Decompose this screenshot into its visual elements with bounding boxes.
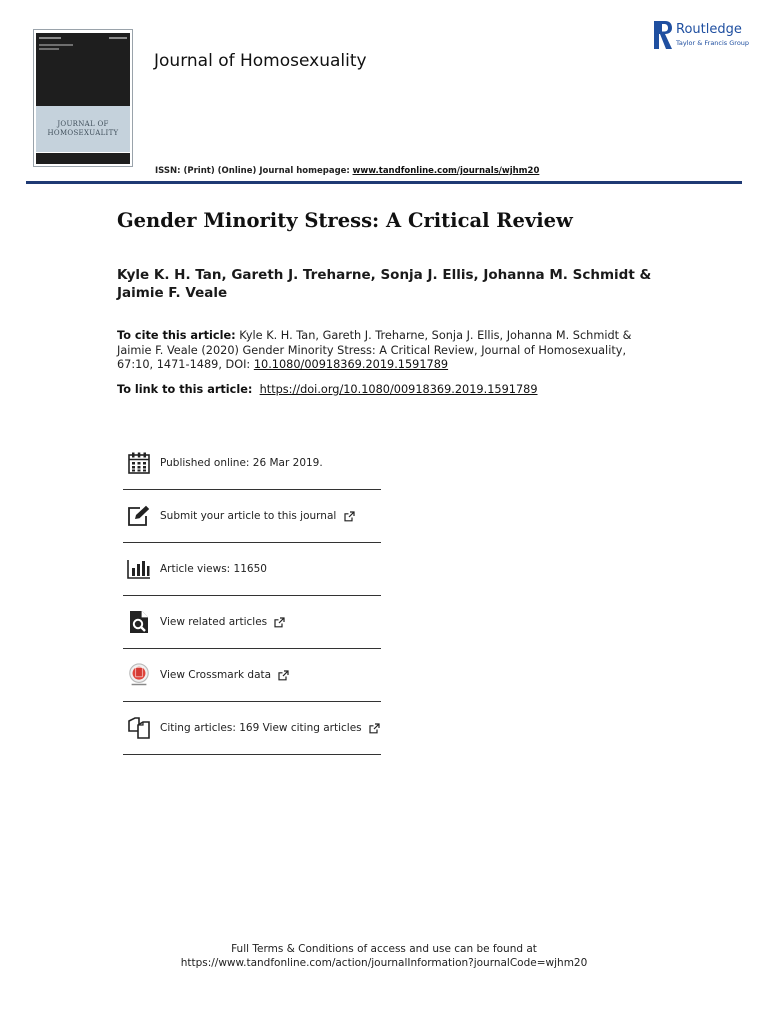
terms-line1: Full Terms & Conditions of access and use can be found at xyxy=(231,943,537,955)
edit-icon xyxy=(127,504,151,528)
cite-text: Kyle K. H. Tan, Gareth J. Treharne, Sonja J. Ellis, Johanna M. Schmidt & Jaimie F. Veale (2020) Gender Minority Stress: A Critical Review, Journal of Homosexuality, 67:10, 1471-1489, DOI: xyxy=(117,329,632,371)
publisher-logo xyxy=(652,21,752,51)
terms-url[interactable]: https://www.tandfonline.com/action/journalInformation?journalCode=wjhm20 xyxy=(180,957,588,969)
article-views-row xyxy=(123,543,381,596)
related-articles-row[interactable] xyxy=(123,596,381,649)
cover-bottom-band xyxy=(36,153,130,164)
citing-articles-label[interactable]: Citing articles: 169 View citing articles xyxy=(160,722,362,734)
article-title: Gender Minority Stress: A Critical Review xyxy=(117,209,573,232)
header-divider xyxy=(26,181,742,184)
terms-footer xyxy=(0,942,768,970)
publisher-name: Routledge xyxy=(676,22,742,37)
link-label: To link to this article: xyxy=(117,383,253,396)
external-link-icon xyxy=(274,617,285,628)
published-online-label: Published online: 26 Mar 2019. xyxy=(160,457,323,469)
issn-label: ISSN: (Print) (Online) Journal homepage: xyxy=(155,166,350,176)
citing-documents-icon xyxy=(127,716,151,740)
crossmark-row[interactable] xyxy=(123,649,381,702)
journal-cover-thumbnail xyxy=(33,29,133,167)
doi-link[interactable]: 10.1080/00918369.2019.1591789 xyxy=(253,358,449,371)
search-document-icon xyxy=(127,610,151,634)
related-articles-label[interactable]: View related articles xyxy=(160,616,268,628)
cover-title-line2: HOMOSEXUALITY xyxy=(47,129,119,137)
article-doi-url-link[interactable]: https://doi.org/10.1080/00918369.2019.1591789 xyxy=(259,383,538,396)
article-info-list xyxy=(123,437,381,755)
article-link-block xyxy=(117,383,662,398)
published-online-row xyxy=(123,437,381,490)
cover-top-band xyxy=(36,33,130,106)
cover-title-band xyxy=(36,106,130,152)
external-link-icon xyxy=(344,511,355,522)
journal-homepage-link[interactable]: www.tandfonline.com/journals/wjhm20 xyxy=(352,166,540,176)
crossmark-label[interactable]: View Crossmark data xyxy=(160,669,272,681)
routledge-logo-icon xyxy=(654,21,672,49)
bar-chart-icon xyxy=(127,557,151,581)
cover-title-line1: JOURNAL OF xyxy=(57,120,109,128)
external-link-icon xyxy=(278,670,289,681)
citing-articles-row[interactable] xyxy=(123,702,381,755)
article-authors: Kyle K. H. Tan, Gareth J. Treharne, Sonja J. Ellis, Johanna M. Schmidt & Jaimie F. Veale xyxy=(117,267,652,301)
submit-article-row[interactable] xyxy=(123,490,381,543)
external-link-icon xyxy=(369,723,380,734)
cite-label: To cite this article: xyxy=(117,329,236,342)
citation-block xyxy=(117,329,662,373)
article-views-label: Article views: 11650 xyxy=(160,563,267,575)
issn-homepage-line xyxy=(155,166,539,176)
publisher-group: Taylor & Francis Group xyxy=(676,39,750,47)
journal-title: Journal of Homosexuality xyxy=(154,51,367,71)
crossmark-icon xyxy=(127,663,151,687)
submit-article-label[interactable]: Submit your article to this journal xyxy=(160,510,337,522)
calendar-icon xyxy=(127,451,151,475)
